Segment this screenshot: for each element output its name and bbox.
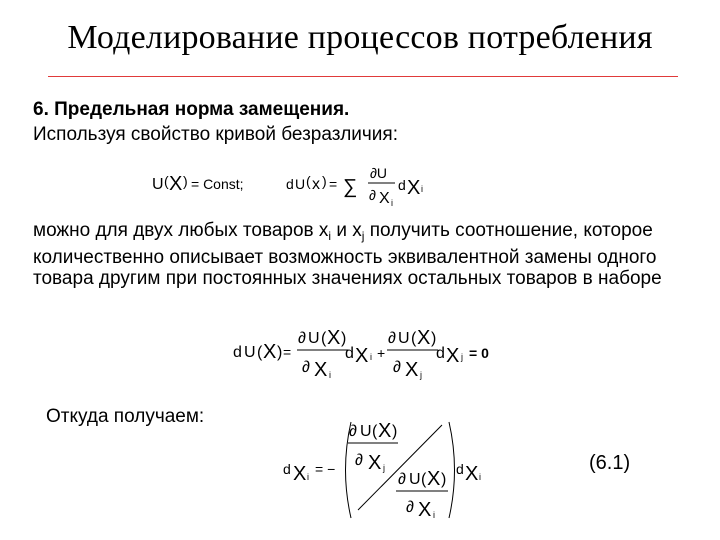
eq3-x: X [293, 463, 307, 485]
eq3-den-partial: ∂ [398, 471, 406, 488]
eq2-den2-partial: ∂ [393, 359, 401, 376]
eq1-paren-close2: ) [322, 173, 327, 189]
eq1-u: U [152, 176, 164, 193]
eq1-d: d [286, 176, 294, 192]
eq1-x-small: x [312, 176, 320, 193]
eq1-denom-x: X [379, 190, 390, 207]
eq3-den-den-partial: ∂ [406, 499, 414, 516]
eq3-den-den-i: i [433, 510, 435, 520]
eq2-xj-sub: j [461, 352, 463, 362]
eq1-xi-sub: i [421, 184, 423, 194]
eq1-paren-open: ( [164, 173, 169, 189]
eq3-num-u: U [360, 423, 372, 440]
eq3-right-paren [449, 422, 455, 518]
eq2-eq: = [283, 344, 292, 360]
eq3-num-paren-open: ( [372, 423, 378, 440]
eq2-den2-j: j [420, 370, 422, 380]
eq2-paren-open: ( [257, 344, 263, 361]
eq3-num-paren-close: ) [392, 423, 398, 440]
eq3-den-den-x: X [418, 499, 432, 521]
eq1-partial-u: ∂U [370, 165, 388, 181]
eq2-num2-u: U [398, 330, 410, 347]
eq1-eq: = [329, 176, 338, 192]
eq2-den1-x: X [314, 359, 328, 381]
eq2-num1-x: X [327, 327, 341, 349]
eq1-paren-open2: ( [306, 173, 311, 189]
equation-number: (6.1) [589, 452, 631, 474]
eq2-eq-zero: = 0 [469, 345, 489, 361]
eq3-den-paren-close: ) [441, 471, 447, 488]
paragraph-part2: и x [331, 220, 362, 241]
eq2-num2-partial: ∂ [388, 330, 396, 347]
eq1-d2: d [398, 177, 406, 193]
eq2-num2-paren-close: ) [431, 330, 437, 347]
paragraph-part3: получить соотношение, которое количественно описывает возможность эквивалентной замены одного товара другим при постоянных значениях остальных товаров в наборе [33, 220, 662, 289]
eq2-num2-paren-open: ( [411, 330, 417, 347]
eq3-num-den-j: j [383, 463, 385, 473]
section-heading: 6. Предельная норма замещения. [33, 99, 350, 120]
eq3-num-partial: ∂ [349, 423, 357, 440]
eq3-den-x: X [427, 468, 441, 490]
eq1-u2: U [295, 176, 306, 192]
eq2-den1-partial: ∂ [302, 359, 310, 376]
eq2-xj: X [446, 345, 460, 367]
eq1-xi: X [407, 177, 421, 199]
eq2-num1-u: U [308, 330, 320, 347]
eq2-xi-sub: i [370, 352, 372, 362]
eq1-sum: ∑ [343, 176, 358, 198]
eq2-u: U [244, 344, 256, 361]
eq3-den-paren-open: ( [421, 471, 427, 488]
eq3-eq-minus: = − [315, 461, 336, 477]
eq2-d2: d [436, 345, 445, 362]
eq3-num-den-partial: ∂ [355, 452, 363, 469]
eq2-num1-paren-close: ) [341, 330, 347, 347]
eq3-den-u: U [409, 471, 421, 488]
eq2-d: d [233, 344, 242, 361]
subscript-i: i [328, 229, 332, 243]
eq3-xi: X [465, 463, 479, 485]
eq2-num2-x: X [417, 327, 431, 349]
eq3-d2: d [456, 461, 464, 477]
eq1-partial-d: ∂ [369, 187, 376, 203]
eq3-x-sub: i [307, 472, 309, 482]
eq2-den2-x: X [405, 359, 419, 381]
eq2-xi: X [355, 345, 369, 367]
eq2-d1: d [345, 345, 354, 362]
eq1-paren-close: ) [183, 173, 188, 189]
eq1-denom-i: i [391, 198, 393, 208]
paragraph-part1: можно для двух любых товаров x [33, 220, 329, 241]
eq2-paren-close: ) [277, 344, 283, 361]
eq1-x: X [169, 173, 183, 195]
subscript-j: j [361, 229, 365, 243]
eq2-plus: + [377, 345, 386, 361]
intro-text: Используя свойство кривой безразличия: [33, 124, 398, 145]
eq3-d: d [283, 461, 291, 477]
eq2-num1-paren-open: ( [321, 330, 327, 347]
eq1-const: = Const; [191, 176, 244, 192]
eq3-num-den-x: X [368, 452, 382, 474]
eq2-den1-i: i [329, 370, 331, 380]
result-label: Откуда получаем: [46, 406, 205, 427]
slide-title: Моделирование процессов потребления [67, 19, 653, 56]
eq3-num-x: X [378, 420, 392, 442]
eq3-xi-sub: i [479, 472, 481, 482]
eq2-num1-partial: ∂ [298, 330, 306, 347]
eq2-x: X [263, 341, 277, 363]
